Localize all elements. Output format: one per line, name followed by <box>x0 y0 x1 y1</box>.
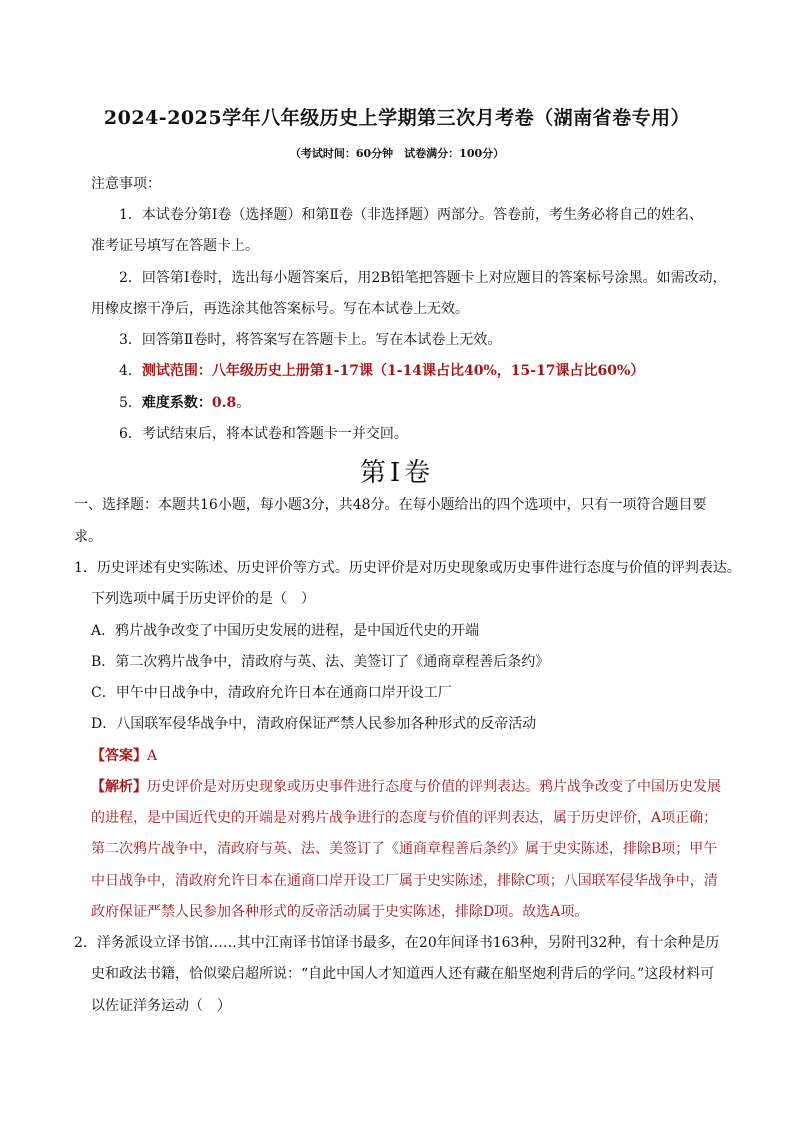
analysis-label: 【解析】 <box>91 779 147 795</box>
q2-stem-line-1: 2．洋务派设立译书馆……其中江南译书馆译书最多，在20年间译书163种，另附刊32种，有十余种是历 <box>74 935 720 951</box>
note-item-6: 6．考试结束后，将本试卷和答题卡一并交回。 <box>119 426 408 442</box>
q1-analysis-line-2: 的进程，是中国近代史的开端是对鸦片战争进行的态度与价值的评判表达，属于历史评价，A项正确； <box>91 810 718 826</box>
q1-stem-line-2: 下列选项中属于历史评价的是（ ） <box>91 591 315 607</box>
answer-value: A <box>147 748 158 764</box>
q1-analysis-line-3: 第二次鸦片战争中，清政府与英、法、美签订了《通商章程善后条约》属于史实陈述，排除B项；甲午 <box>91 841 718 857</box>
note-item-5-end: 。 <box>236 395 251 411</box>
exam-subtitle: （考试时间：60分钟 试卷满分：100分） <box>289 147 505 160</box>
difficulty-value: 0.8 <box>211 395 237 411</box>
q1-option-d: D．八国联军侵华战争中，清政府保证严禁人民参加各种形式的反帝活动 <box>91 716 537 732</box>
q1-analysis-line-4: 中日战争中，清政府允许日本在通商口岸开设工厂属于史实陈述，排除C项；八国联军侵华战争中，清 <box>91 873 718 889</box>
section-title: 第Ⅰ卷 <box>359 458 435 488</box>
notes-heading: 注意事项： <box>91 176 161 192</box>
note-item-1-line-2: 准考证号填写在答题卡上。 <box>91 238 259 254</box>
q1-option-c: C．甲午中日战争中，清政府允许日本在通商口岸开设工厂 <box>91 685 452 701</box>
q1-analysis-line-1 <box>91 777 721 797</box>
part1-intro-line-2: 求。 <box>74 529 102 545</box>
q1-stem-line-1: 1．历史评述有史实陈述、历史评价等方式。历史评价是对历史现象或历史事件进行态度与价值的评判表达。 <box>74 560 741 576</box>
note-item-4-number: 4． <box>119 363 142 379</box>
note-item-4 <box>119 361 644 381</box>
note-item-5 <box>119 393 250 413</box>
analysis-text-1: 历史评价是对历史现象或历史事件进行态度与价值的评判表达。鸦片战争改变了中国历史发展 <box>147 779 721 795</box>
q2-stem-line-2: 史和政法书籍，恰似梁启超所说：“自此中国人才知道西人还有藏在船坚炮利背后的学问。”这段材料可 <box>91 966 715 982</box>
q1-option-b: B．第二次鸦片战争中，清政府与英、法、美签订了《通商章程善后条约》 <box>91 654 550 670</box>
note-item-3: 3．回答第Ⅱ卷时，将答案写在答题卡上。写在本试卷上无效。 <box>119 332 502 348</box>
q1-option-a: A．鸦片战争改变了中国历史发展的进程，是中国近代史的开端 <box>91 623 480 639</box>
test-scope-text: 测试范围：八年级历史上册第1-17课（1-14课占比40%，15-17课占比60%） <box>141 363 645 379</box>
q1-analysis-line-5: 政府保证严禁人民参加各种形式的反帝活动属于史实陈述，排除D项。故选A项。 <box>91 904 589 920</box>
note-item-1-line-1: 1．本试卷分第Ⅰ卷（选择题）和第Ⅱ卷（非选择题）两部分。答卷前，考生务必将自己的姓名、 <box>119 207 703 223</box>
q1-answer <box>91 746 157 766</box>
difficulty-label: 难度系数： <box>141 395 212 411</box>
answer-label: 【答案】 <box>91 748 147 764</box>
note-item-2-line-1: 2．回答第Ⅰ卷时，选出每小题答案后，用2B铅笔把答题卡上对应题目的答案标号涂黑。如需改动， <box>119 270 727 286</box>
note-item-5-number: 5． <box>119 395 142 411</box>
part1-intro-line-1: 一、选择题：本题共16小题，每小题3分，共48分。在每小题给出的四个选项中，只有一项符合题目要 <box>74 497 707 513</box>
note-item-2-line-2: 用橡皮擦干净后，再选涂其他答案标号。写在本试卷上无效。 <box>91 301 469 317</box>
exam-title: 2024-2025学年八年级历史上学期第三次月考卷（湖南省卷专用） <box>103 107 691 129</box>
q2-stem-line-3: 以佐证洋务运动（ ） <box>91 998 231 1014</box>
